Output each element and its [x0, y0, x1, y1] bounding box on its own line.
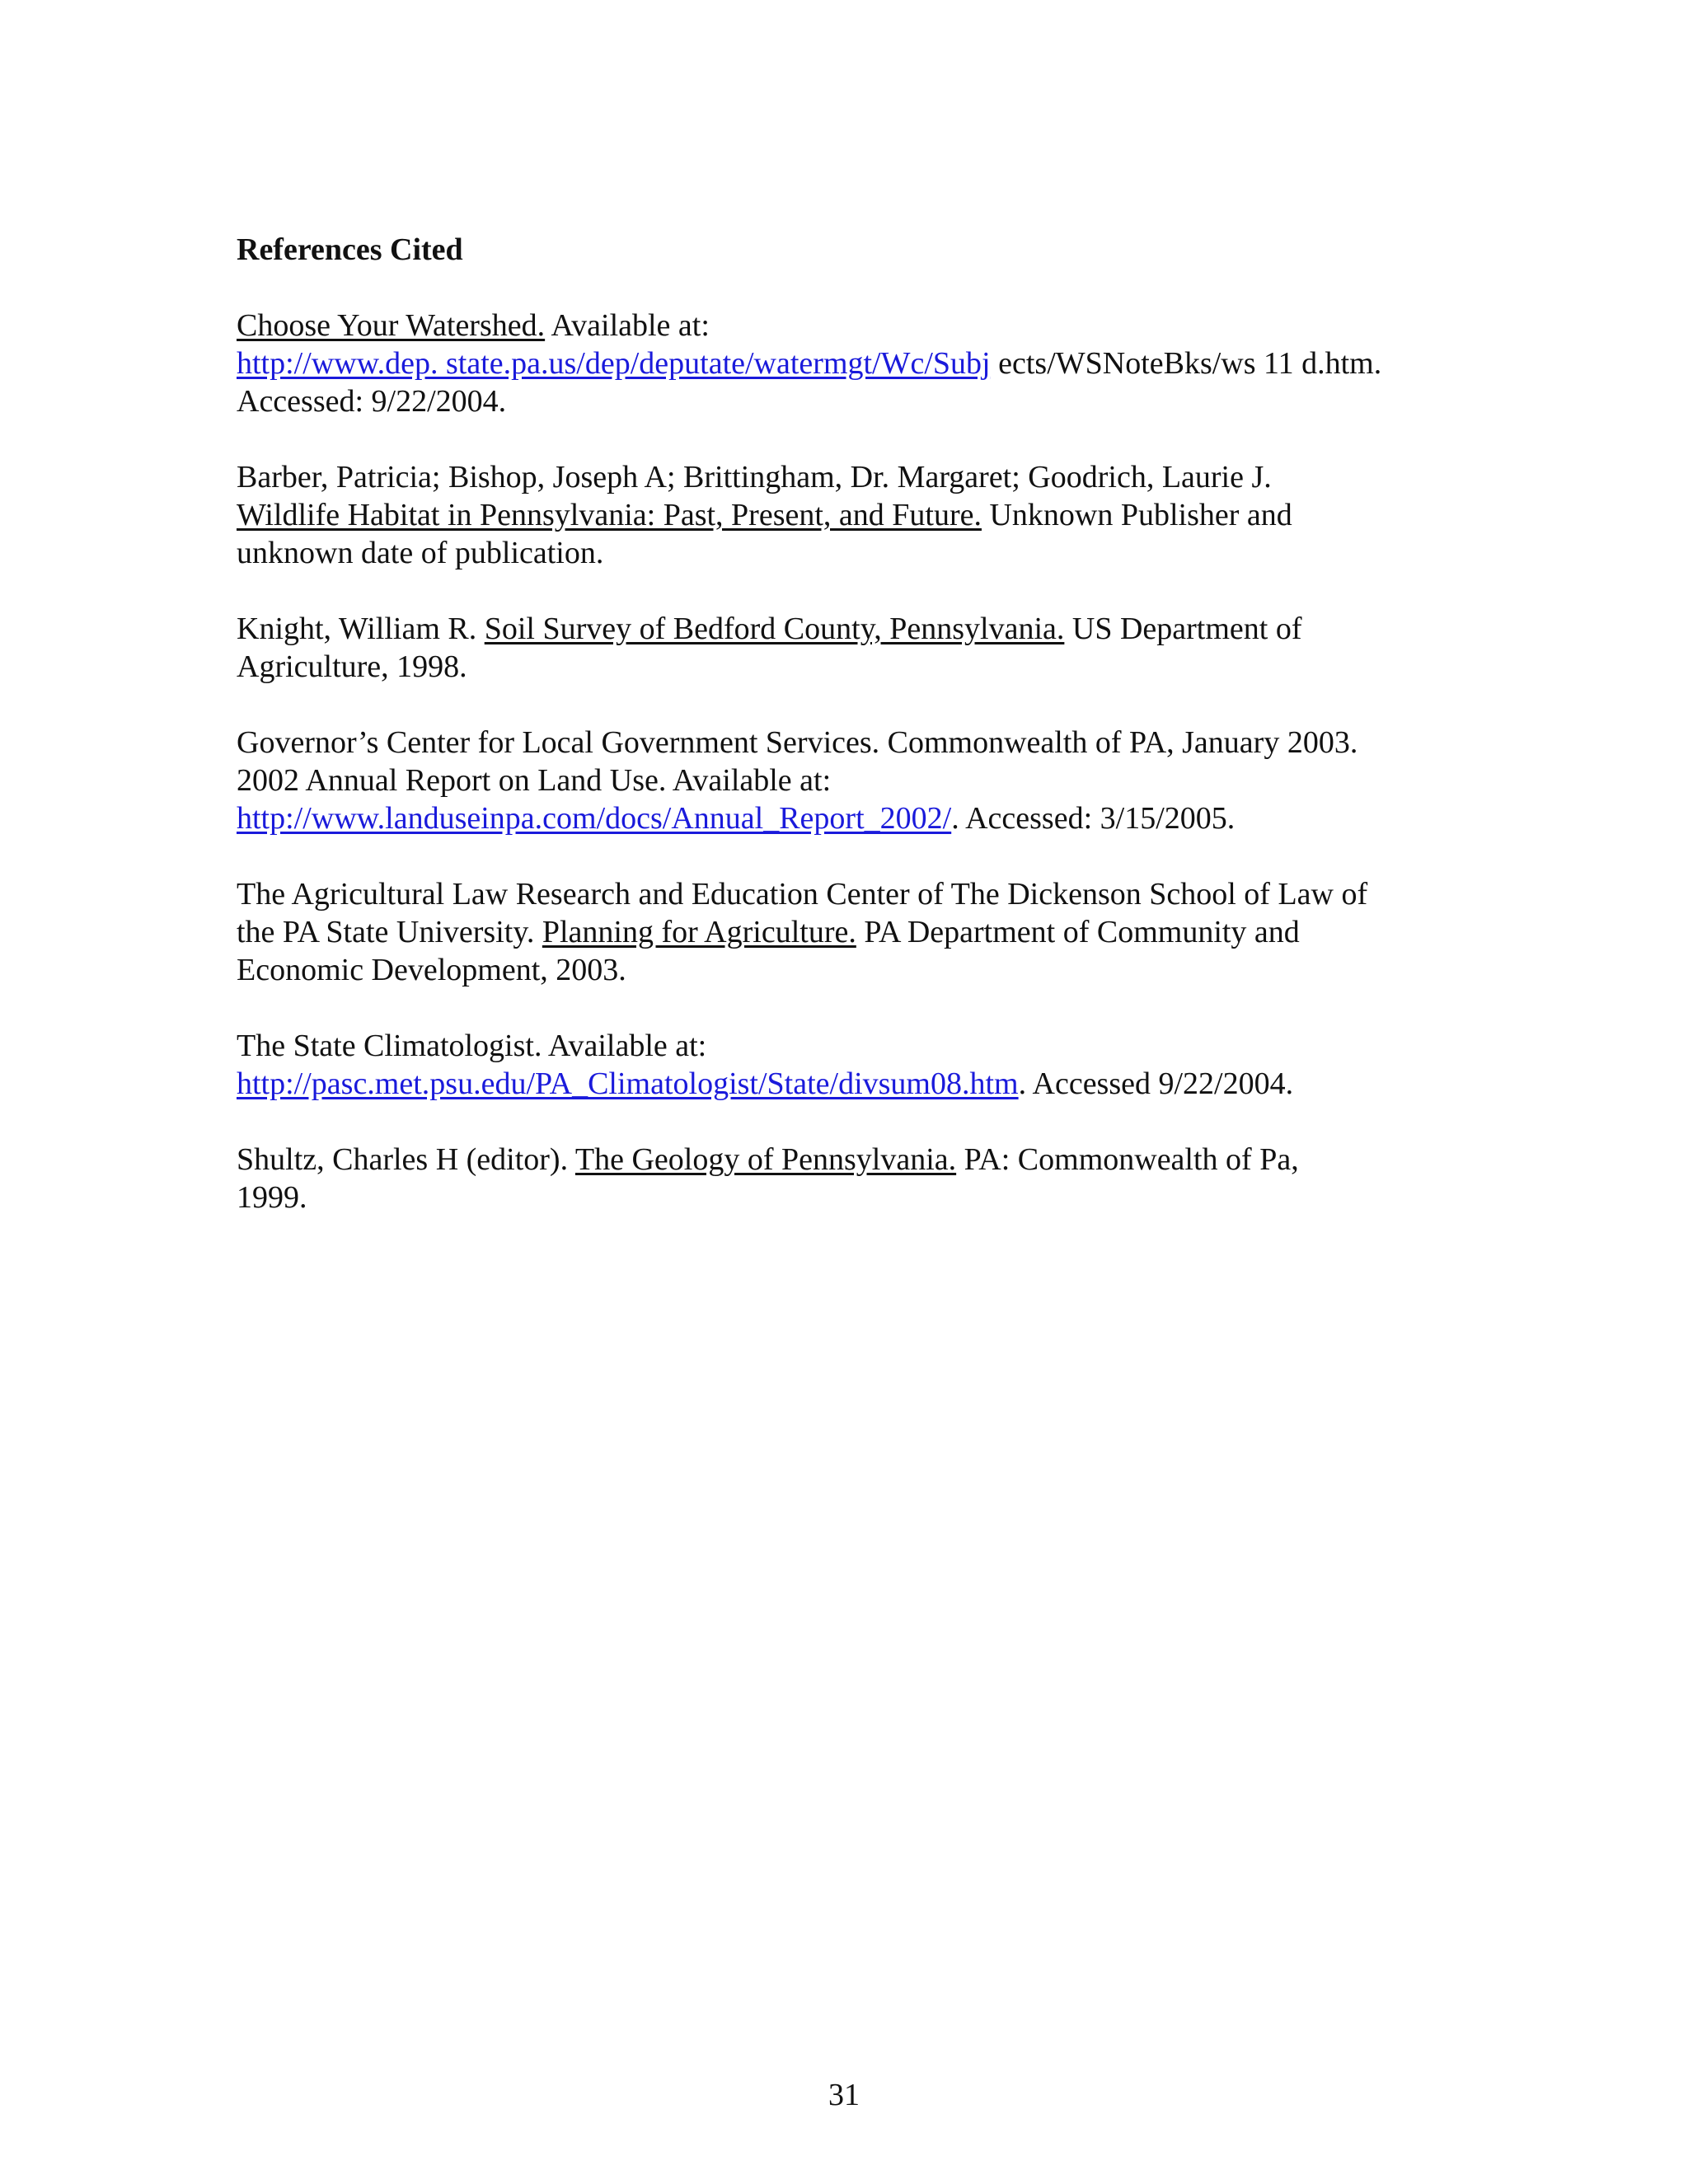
reference-text: PA Department of Community and	[856, 915, 1300, 949]
reference-text: Unknown Publisher and	[981, 498, 1292, 532]
reference-line	[237, 799, 1473, 837]
reference-entry	[237, 724, 1473, 837]
reference-line	[237, 875, 1473, 913]
section-heading: References Cited	[237, 232, 463, 267]
reference-text: Agriculture, 1998.	[237, 649, 467, 684]
reference-line	[237, 458, 1473, 496]
references-section	[237, 231, 1473, 1254]
reference-entry	[237, 610, 1473, 686]
reference-line	[237, 610, 1473, 648]
reference-entry	[237, 307, 1473, 420]
reference-line	[237, 307, 1473, 344]
reference-text: unknown date of publication.	[237, 536, 604, 570]
reference-text: Available at:	[545, 308, 710, 343]
reference-link[interactable]: http://pasc.met.psu.edu/PA_Climatologist/State/divsum08.htm	[237, 1066, 1019, 1101]
reference-text: . Accessed: 3/15/2005.	[951, 801, 1236, 836]
reference-text: ects/WSNoteBks/ws 11 d.htm.	[990, 346, 1382, 381]
reference-text: Shultz, Charles H (editor).	[237, 1142, 575, 1177]
reference-text: . Accessed 9/22/2004.	[1018, 1066, 1294, 1101]
reference-text: The Agricultural Law Research and Education Center of The Dickenson School of Law of	[237, 877, 1368, 912]
reference-line	[237, 913, 1473, 951]
reference-title: Planning for Agriculture.	[542, 915, 856, 949]
reference-link[interactable]: http://www.dep. state.pa.us/dep/deputate/watermgt/Wc/Subj	[237, 346, 991, 381]
reference-line	[237, 1179, 1473, 1216]
reference-text: Barber, Patricia; Bishop, Joseph A; Brittingham, Dr. Margaret; Goodrich, Laurie J.	[237, 460, 1272, 494]
reference-line	[237, 496, 1473, 534]
reference-title: The Geology of Pennsylvania.	[574, 1142, 957, 1177]
reference-entry	[237, 1027, 1473, 1103]
reference-line	[237, 1065, 1473, 1103]
reference-title: Soil Survey of Bedford County, Pennsylvania.	[484, 612, 1065, 646]
reference-line	[237, 1027, 1473, 1065]
reference-line	[237, 1141, 1473, 1179]
reference-text: Accessed: 9/22/2004.	[237, 384, 507, 419]
page-number: 31	[828, 2078, 860, 2112]
reference-line	[237, 724, 1473, 762]
reference-text: Knight, William R.	[237, 612, 485, 646]
reference-title: Wildlife Habitat in Pennsylvania: Past, Present, and Future.	[237, 498, 982, 532]
reference-text: the PA State University.	[237, 915, 542, 949]
reference-line	[237, 648, 1473, 686]
reference-line	[237, 762, 1473, 799]
reference-line	[237, 344, 1473, 382]
reference-list	[237, 307, 1473, 1216]
reference-text: The State Climatologist. Available at:	[237, 1029, 707, 1063]
reference-entry	[237, 875, 1473, 989]
reference-text: Governor’s Center for Local Government Services. Commonwealth of PA, January 2003.	[237, 725, 1358, 760]
reference-line	[237, 534, 1473, 572]
reference-entry	[237, 1141, 1473, 1216]
reference-text: 1999.	[237, 1180, 307, 1215]
reference-title: Choose Your Watershed.	[237, 308, 546, 343]
reference-text: Economic Development, 2003.	[237, 953, 626, 987]
reference-text: 2002 Annual Report on Land Use. Available at:	[237, 763, 832, 798]
reference-line	[237, 382, 1473, 420]
reference-entry	[237, 458, 1473, 572]
reference-link[interactable]: http://www.landuseinpa.com/docs/Annual_Report_2002/	[237, 801, 952, 836]
reference-text: PA: Commonwealth of Pa,	[956, 1142, 1299, 1177]
reference-text: US Department of	[1064, 612, 1302, 646]
reference-line	[237, 951, 1473, 989]
